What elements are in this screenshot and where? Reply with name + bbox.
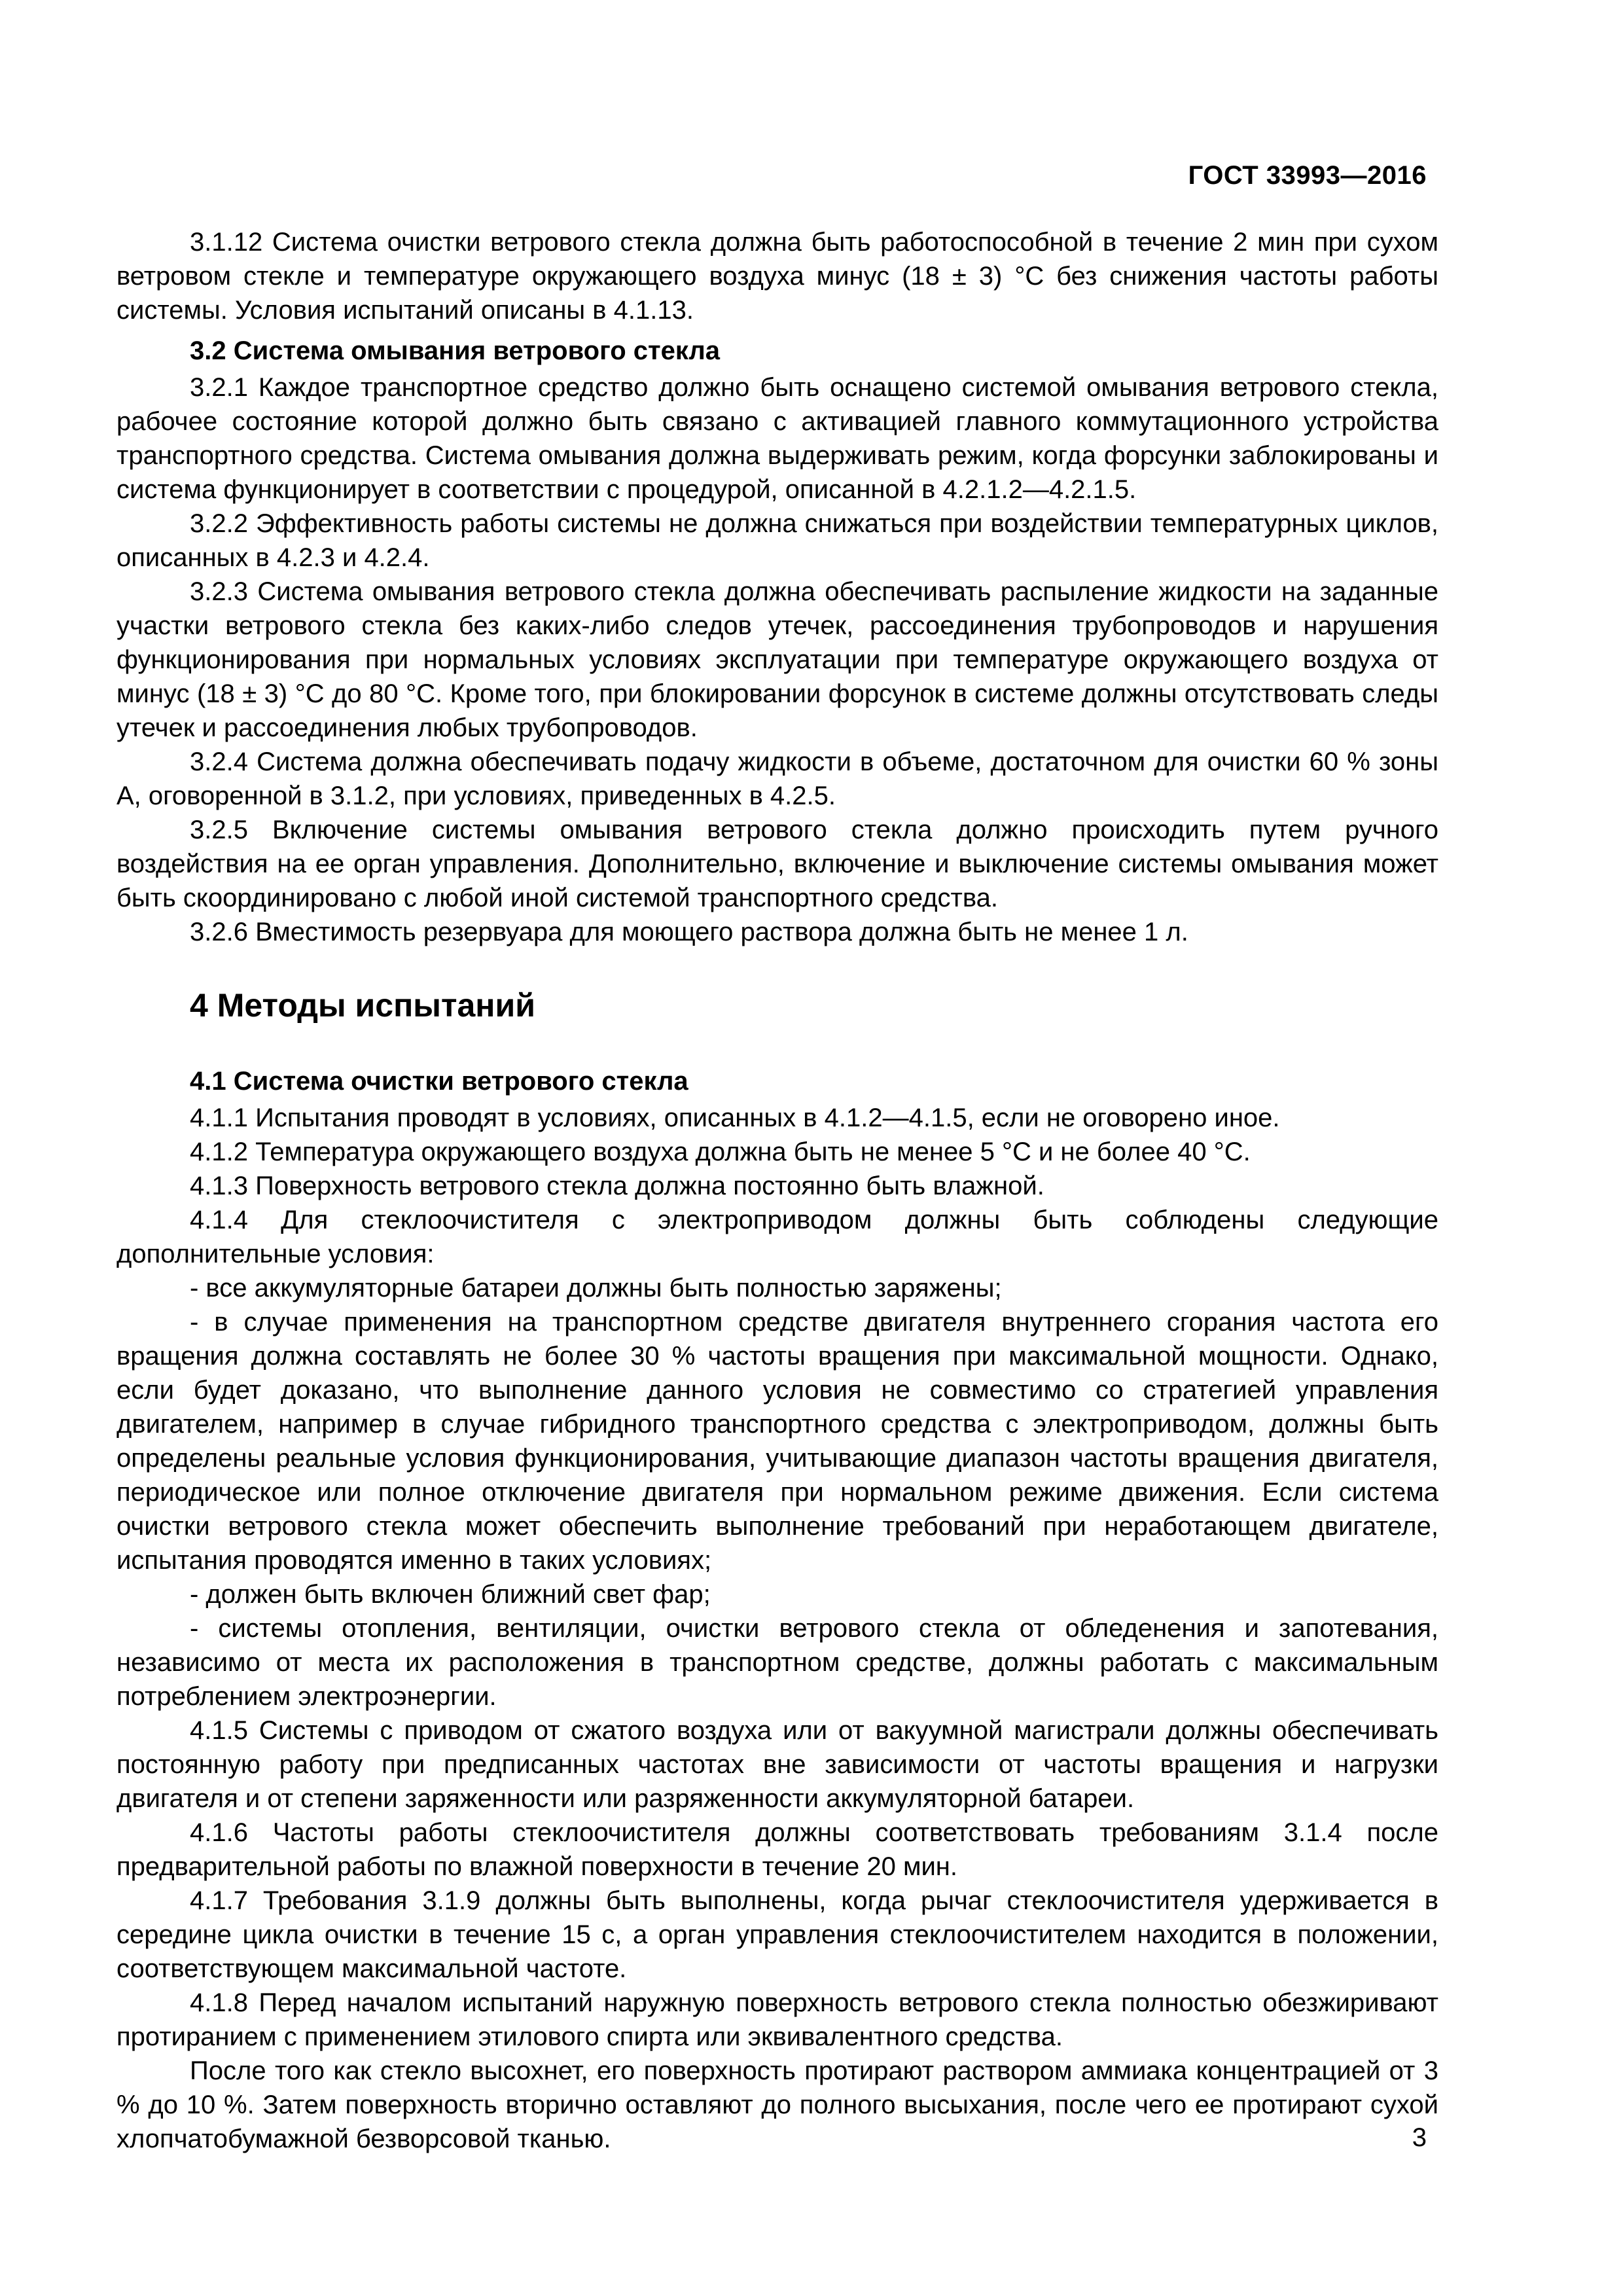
paragraph-3-2-2: 3.2.2 Эффективность работы системы не должна снижаться при воздействии температурных циклов, описанных в 4.2.3 и 4.2.4. <box>116 509 1438 572</box>
document-code: ГОСТ 33993—2016 <box>1188 161 1427 190</box>
list-item-batteries: - все аккумуляторные батареи должны быть полностью заряжены; <box>190 1274 1002 1302</box>
section-heading-4-1: 4.1 Система очистки ветрового стекла <box>190 1067 688 1096</box>
paragraph-3-2-5: 3.2.5 Включение системы омывания ветрового стекла должно происходить путем ручного воздействия на ее орган управления. Дополнительно, включение и выключение системы омывания может быть скоординировано с любой иной системой транспортного средства. <box>116 816 1438 912</box>
paragraph-4-1-5: 4.1.5 Системы с приводом от сжатого воздуха или от вакуумной магистрали должны обеспечивать постоянную работу при предписанных частотах вне зависимости от частоты вращения и нагрузки двигателя и от степени заряженности или разряженности аккумуляторной батареи. <box>116 1716 1438 1813</box>
paragraph-4-1-4: 4.1.4 Для стеклоочистителя с электроприводом должны быть соблюдены следующие дополнительные условия: <box>116 1206 1438 1268</box>
page-number: 3 <box>1412 2123 1427 2152</box>
paragraph-3-2-3: 3.2.3 Система омывания ветрового стекла должна обеспечивать распыление жидкости на заданные участки ветрового стекла без каких-либо следов утечек, рассоединения трубопроводов и нарушения функционирования при нормальных условиях эксплуатации при температуре окружающего воздуха от минус (18 ± 3) °С до 80 °С. Кроме того, при блокировании форсунок в системе должны отсутствовать следы утечек и рассоединения любых трубопроводов. <box>116 577 1438 742</box>
section-heading-3-2: 3.2 Система омывания ветрового стекла <box>190 336 720 365</box>
paragraph-3-1-12: 3.1.12 Система очистки ветрового стекла должна быть работоспособной в течение 2 мин при сухом ветровом стекле и температуре окружающего воздуха минус (18 ± 3) °С без снижения частоты работы системы. Условия испытаний описаны в 4.1.13. <box>116 228 1438 325</box>
paragraph-4-1-8-continued: После того как стекло высохнет, его поверхность протирают раствором аммиака концентрацией от 3 % до 10 %. Затем поверхность вторично оставляют до полного высыхания, после чего ее протирают сухой хлопчатобумажной безворсовой тканью. <box>116 2056 1438 2153</box>
paragraph-3-2-6: 3.2.6 Вместимость резервуара для моющего раствора должна быть не менее 1 л. <box>190 918 1188 946</box>
paragraph-4-1-7: 4.1.7 Требования 3.1.9 должны быть выполнены, когда рычаг стеклоочистителя удерживается в середине цикла очистки в течение 15 с, а орган управления стеклоочистителем находится в положении, соответствующем максимальной частоте. <box>116 1886 1438 1983</box>
paragraph-4-1-1: 4.1.1 Испытания проводят в условиях, описанных в 4.1.2—4.1.5, если не оговорено иное. <box>190 1103 1280 1132</box>
paragraph-3-2-1: 3.2.1 Каждое транспортное средство должно быть оснащено системой омывания ветрового стекла, рабочее состояние которой должно быть связано с активацией главного коммутационного устройства транспортного средства. Система омывания должна выдерживать режим, когда форсунки заблокированы и система функционирует в соответствии с процедурой, описанной в 4.2.1.2—4.2.1.5. <box>116 373 1438 504</box>
paragraph-4-1-2: 4.1.2 Температура окружающего воздуха должна быть не менее 5 °С и не более 40 °С. <box>190 1138 1251 1166</box>
paragraph-4-1-3: 4.1.3 Поверхность ветрового стекла должна постоянно быть влажной. <box>190 1172 1044 1200</box>
list-item-heating-systems: - системы отопления, вентиляции, очистки ветрового стекла от обледенения и запотевания, независимо от места их расположения в транспортном средстве, должны работать с максимальным потреблением электроэнергии. <box>116 1614 1438 1711</box>
list-item-headlights: - должен быть включен ближний свет фар; <box>190 1580 711 1609</box>
paragraph-4-1-8: 4.1.8 Перед началом испытаний наружную поверхность ветрового стекла полностью обезжиривают протиранием с применением этилового спирта или эквивалентного средства. <box>116 1988 1438 2051</box>
page-content <box>116 225 1438 2156</box>
paragraph-4-1-6: 4.1.6 Частоты работы стеклоочистителя должны соответствовать требованиям 3.1.4 после предварительной работы по влажной поверхности в течение 20 мин. <box>116 1818 1438 1881</box>
paragraph-3-2-4: 3.2.4 Система должна обеспечивать подачу жидкости в объеме, достаточном для очистки 60 % зоны А, оговоренной в 3.1.2, при условиях, приведенных в 4.2.5. <box>116 747 1438 810</box>
section-heading-4: 4 Методы испытаний <box>190 987 535 1024</box>
list-item-engine-speed: - в случае применения на транспортном средстве двигателя внутреннего сгорания частота его вращения должна составлять не более 30 % частоты вращения при максимальной мощности. Однако, если будет доказано, что выполнение данного условия не совместимо со стратегией управления двигателем, например в случае гибридного транспортного средства с электроприводом, должны быть определены реальные условия функционирования, учитывающие диапазон частоты вращения двигателя, периодическое или полное отключение двигателя при нормальном режиме движения. Если система очистки ветрового стекла может обеспечить выполнение требований при неработающем двигателе, испытания проводятся именно в таких условиях; <box>116 1308 1438 1575</box>
